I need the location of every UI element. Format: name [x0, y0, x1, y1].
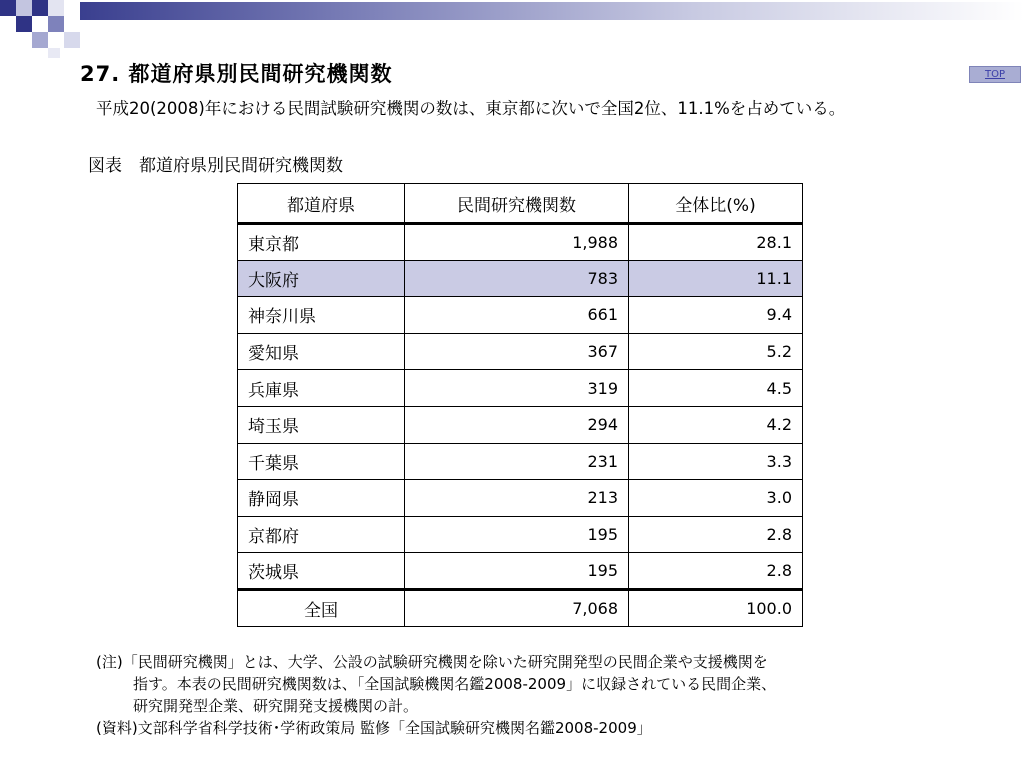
- table-total-row: [238, 589, 803, 626]
- table-row: [238, 370, 803, 407]
- table-row: [238, 406, 803, 443]
- table-caption: 図表 都道府県別民間研究機関数: [88, 156, 343, 176]
- decor-square: [48, 16, 64, 32]
- count-cell: 213: [405, 480, 629, 517]
- total-ratio-cell: 100.0: [629, 589, 803, 626]
- count-cell: 367: [405, 333, 629, 370]
- decor-square: [16, 0, 32, 16]
- page-title: 27. 都道府県別民間研究機関数: [80, 62, 393, 86]
- decor-square: [48, 0, 64, 16]
- prefecture-cell: 神奈川県: [238, 297, 405, 334]
- decor-square: [64, 32, 80, 48]
- ratio-cell: 28.1: [629, 224, 803, 261]
- count-cell: 783: [405, 260, 629, 297]
- prefecture-cell: 愛知県: [238, 333, 405, 370]
- intro-text: [80, 96, 960, 122]
- ratio-cell: 4.2: [629, 406, 803, 443]
- decor-square: [16, 16, 32, 32]
- decor-square: [32, 0, 48, 16]
- prefecture-cell: 兵庫県: [238, 370, 405, 407]
- ratio-cell: 3.0: [629, 480, 803, 517]
- table-row: [238, 333, 803, 370]
- ratio-cell: 5.2: [629, 333, 803, 370]
- count-cell: 195: [405, 516, 629, 553]
- prefecture-research-table: [237, 183, 803, 627]
- count-cell: 661: [405, 297, 629, 334]
- count-cell: 1,988: [405, 224, 629, 261]
- ratio-cell: 2.8: [629, 553, 803, 590]
- prefecture-cell: 大阪府: [238, 260, 405, 297]
- note-line: (注)「民間研究機関」とは、大学、公設の試験研究機関を除いた研究開発型の民間企業や支援機関を: [96, 653, 768, 671]
- total-count-cell: 7,068: [405, 589, 629, 626]
- table-row: [238, 443, 803, 480]
- prefecture-cell: 千葉県: [238, 443, 405, 480]
- prefecture-cell: 茨城県: [238, 553, 405, 590]
- prefecture-cell: 京都府: [238, 516, 405, 553]
- ratio-cell: 9.4: [629, 297, 803, 334]
- note-line: 指す。本表の民間研究機関数は、「全国試験機関名鑑2008-2009」に収録されている民間企業、: [133, 675, 777, 693]
- count-cell: 231: [405, 443, 629, 480]
- decor-square: [0, 0, 16, 16]
- count-cell: 319: [405, 370, 629, 407]
- header-decoration: [0, 0, 1024, 60]
- total-label-cell: 全国: [238, 589, 405, 626]
- decor-square: [32, 32, 48, 48]
- column-header-count: 民間研究機関数: [405, 184, 629, 224]
- prefecture-cell: 埼玉県: [238, 406, 405, 443]
- intro-sentence: 平成20(2008)年における民間試験研究機関の数は、東京都に次いで全国2位、11.1%を占めている。: [96, 99, 846, 118]
- table-row-highlighted: [238, 260, 803, 297]
- ratio-cell: 4.5: [629, 370, 803, 407]
- table-header-row: [238, 184, 803, 224]
- ratio-cell: 3.3: [629, 443, 803, 480]
- table-row: [238, 480, 803, 517]
- table-row: [238, 297, 803, 334]
- prefecture-cell: 東京都: [238, 224, 405, 261]
- table-row: [238, 553, 803, 590]
- column-header-prefecture: 都道府県: [238, 184, 405, 224]
- table-row: [238, 224, 803, 261]
- ratio-cell: 11.1: [629, 260, 803, 297]
- decor-square: [48, 48, 60, 58]
- note-line: 研究開発型企業、研究開発支援機関の計。: [133, 697, 419, 715]
- top-link-button[interactable]: TOP: [969, 66, 1021, 83]
- count-cell: 195: [405, 553, 629, 590]
- footnotes: [96, 651, 996, 739]
- column-header-ratio: 全体比(%): [629, 184, 803, 224]
- prefecture-cell: 静岡県: [238, 480, 405, 517]
- count-cell: 294: [405, 406, 629, 443]
- header-gradient-bar: [80, 2, 1024, 20]
- ratio-cell: 2.8: [629, 516, 803, 553]
- table-row: [238, 516, 803, 553]
- source-line: (資料)文部科学省科学技術･学術政策局 監修「全国試験研究機関名鑑2008-2009」: [96, 719, 652, 737]
